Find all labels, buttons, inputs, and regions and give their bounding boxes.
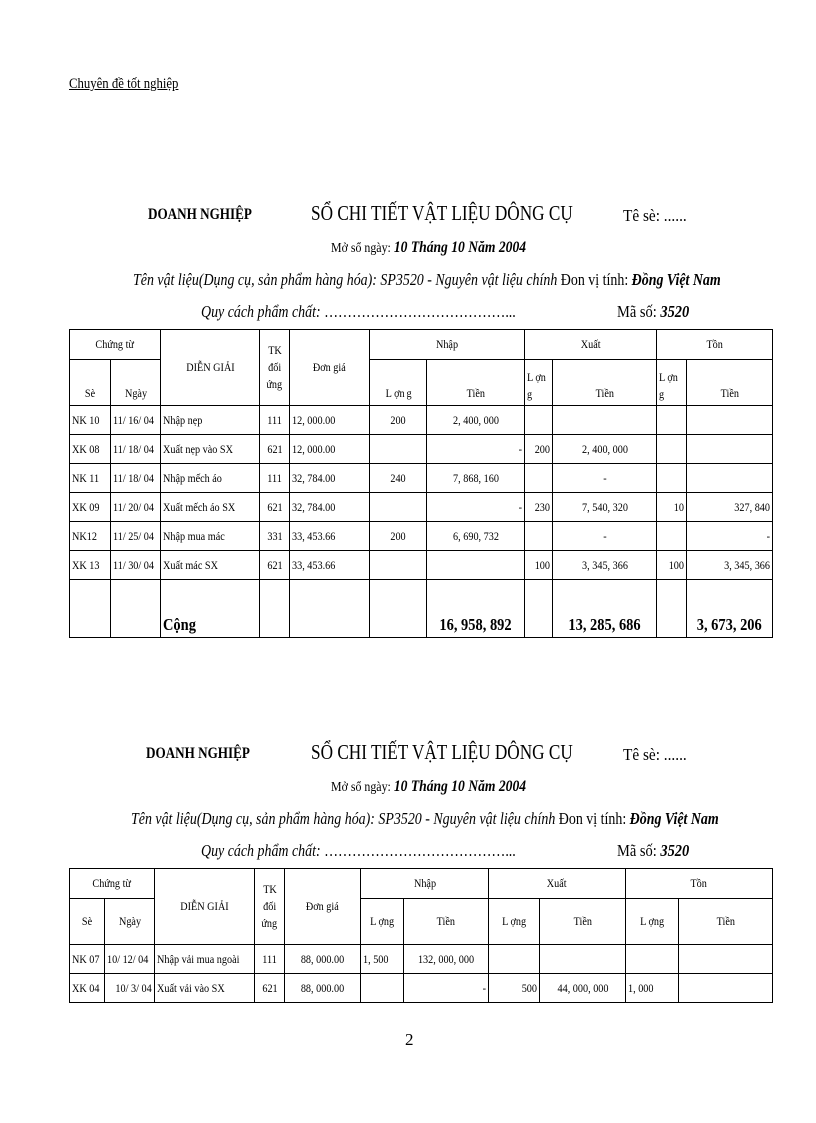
- total-export-amount: 13, 285, 686: [553, 580, 657, 638]
- spec-label: Quy cách phẩm chất:: [201, 841, 321, 860]
- company-label: DOANH NGHIỆP: [148, 206, 252, 223]
- code-value: 3520: [660, 302, 690, 321]
- unit-price-header: Đơn giá: [290, 330, 370, 406]
- material-line: [131, 809, 719, 829]
- ledger-table-2: [69, 868, 773, 1003]
- account-number-label: Tê sè: ......: [623, 206, 687, 225]
- balance-qty-header: L ợng: [626, 899, 679, 945]
- total-import-amount: 16, 958, 892: [427, 580, 525, 638]
- export-qty-header: L ợng: [489, 899, 540, 945]
- balance-header: Tồn: [626, 869, 773, 899]
- code-prefix: Mã số:: [617, 302, 657, 321]
- total-label: Cộng: [161, 580, 260, 638]
- document-topic: Chuyên đề tốt nghiệp: [69, 76, 179, 92]
- export-header: Xuất: [489, 869, 626, 899]
- code-line: [617, 841, 689, 861]
- material-label: Tên vật liệu(Dụng cụ, sản phẩm hàng hóa): SP3520 - Nguyên vật liệu chính: [133, 270, 558, 289]
- voucher-no-header: Sè: [70, 899, 105, 945]
- balance-qty-header: L ợn g: [657, 360, 687, 406]
- import-qty-header: L ợn g: [370, 360, 427, 406]
- opened-date: 10 Tháng 10 Năm 2004: [393, 778, 527, 795]
- description-header: DIỄN GIẢI: [161, 330, 260, 406]
- material-line: [133, 270, 721, 290]
- page-number: 2: [405, 1030, 414, 1049]
- import-amount-header: Tiền: [404, 899, 489, 945]
- table-row: XK 08 11/ 18/ 04 Xuất nẹp vào SX 621 12, 000.00 - 200 2, 400, 000: [70, 435, 773, 464]
- voucher-date-header: Ngày: [105, 899, 155, 945]
- material-label: Tên vật liệu(Dụng cụ, sản phẩm hàng hóa): SP3520 - Nguyên vật liệu chính: [131, 809, 556, 828]
- opened-prefix: Mở sổ ngày:: [331, 780, 391, 795]
- account-header: TK đối ứng: [260, 330, 290, 406]
- spec-value: …………………………………...: [324, 302, 516, 321]
- unit-prefix: Đon vị tính:: [560, 270, 629, 289]
- unit-value: Đồng Việt Nam: [631, 270, 721, 289]
- unit-prefix: Đon vị tính:: [558, 809, 627, 828]
- voucher-date-header: Ngày: [111, 360, 161, 406]
- spec-line: [201, 841, 516, 861]
- voucher-header: Chứng từ: [70, 869, 155, 899]
- code-value: 3520: [660, 841, 690, 860]
- import-header: Nhập: [361, 869, 489, 899]
- ledger-title: SỔ CHI TIẾT VẬT LIỆU DÔNG CỤ: [311, 740, 573, 764]
- table-row: NK 10 11/ 16/ 04 Nhập nẹp 111 12, 000.00 200 2, 400, 000: [70, 406, 773, 435]
- balance-amount-header: Tiền: [687, 360, 773, 406]
- opened-date: 10 Tháng 10 Năm 2004: [393, 239, 527, 256]
- opened-date-line: [331, 778, 526, 796]
- opened-prefix: Mở sổ ngày:: [331, 241, 391, 256]
- spec-value: …………………………………...: [324, 841, 516, 860]
- code-line: [617, 302, 689, 322]
- account-header: TK đối ứng: [255, 869, 285, 945]
- table-row: XK 13 11/ 30/ 04 Xuất mác SX 621 33, 453.66 100 3, 345, 366 100 3, 345, 366: [70, 551, 773, 580]
- voucher-no-header: Sè: [70, 360, 111, 406]
- total-balance-amount: 3, 673, 206: [687, 580, 773, 638]
- unit-value: Đồng Việt Nam: [629, 809, 719, 828]
- unit-price-header: Đơn giá: [285, 869, 361, 945]
- total-row: [70, 580, 773, 638]
- balance-amount-header: Tiền: [679, 899, 773, 945]
- balance-header: Tồn: [657, 330, 773, 360]
- ledger-title: SỔ CHI TIẾT VẬT LIỆU DÔNG CỤ: [311, 201, 573, 225]
- voucher-header: Chứng từ: [70, 330, 161, 360]
- table-row: XK 04 10/ 3/ 04 Xuất vải vào SX 621 88, 000.00 - 500 44, 000, 000 1, 000: [70, 974, 773, 1003]
- table-row: NK 11 11/ 18/ 04 Nhập mếch áo 111 32, 784.00 240 7, 868, 160 -: [70, 464, 773, 493]
- export-amount-header: Tiền: [540, 899, 626, 945]
- table-row: NK12 11/ 25/ 04 Nhập mua mác 331 33, 453.66 200 6, 690, 732 - -: [70, 522, 773, 551]
- export-header: Xuất: [525, 330, 657, 360]
- table-row: NK 07 10/ 12/ 04 Nhập vải mua ngoài 111 88, 000.00 1, 500 132, 000, 000: [70, 945, 773, 974]
- table-row: XK 09 11/ 20/ 04 Xuất mếch áo SX 621 32, 784.00 - 230 7, 540, 320 10 327, 840: [70, 493, 773, 522]
- export-amount-header: Tiền: [553, 360, 657, 406]
- account-number-label: Tê sè: ......: [623, 745, 687, 764]
- ledger-table-1: [69, 329, 773, 638]
- code-prefix: Mã số:: [617, 841, 657, 860]
- spec-label: Quy cách phẩm chất:: [201, 302, 321, 321]
- import-amount-header: Tiền: [427, 360, 525, 406]
- opened-date-line: [331, 239, 526, 257]
- export-qty-header: L ợn g: [525, 360, 553, 406]
- description-header: DIỄN GIẢI: [155, 869, 255, 945]
- import-header: Nhập: [370, 330, 525, 360]
- spec-line: [201, 302, 516, 322]
- company-label: DOANH NGHIỆP: [146, 745, 250, 762]
- import-qty-header: L ợng: [361, 899, 404, 945]
